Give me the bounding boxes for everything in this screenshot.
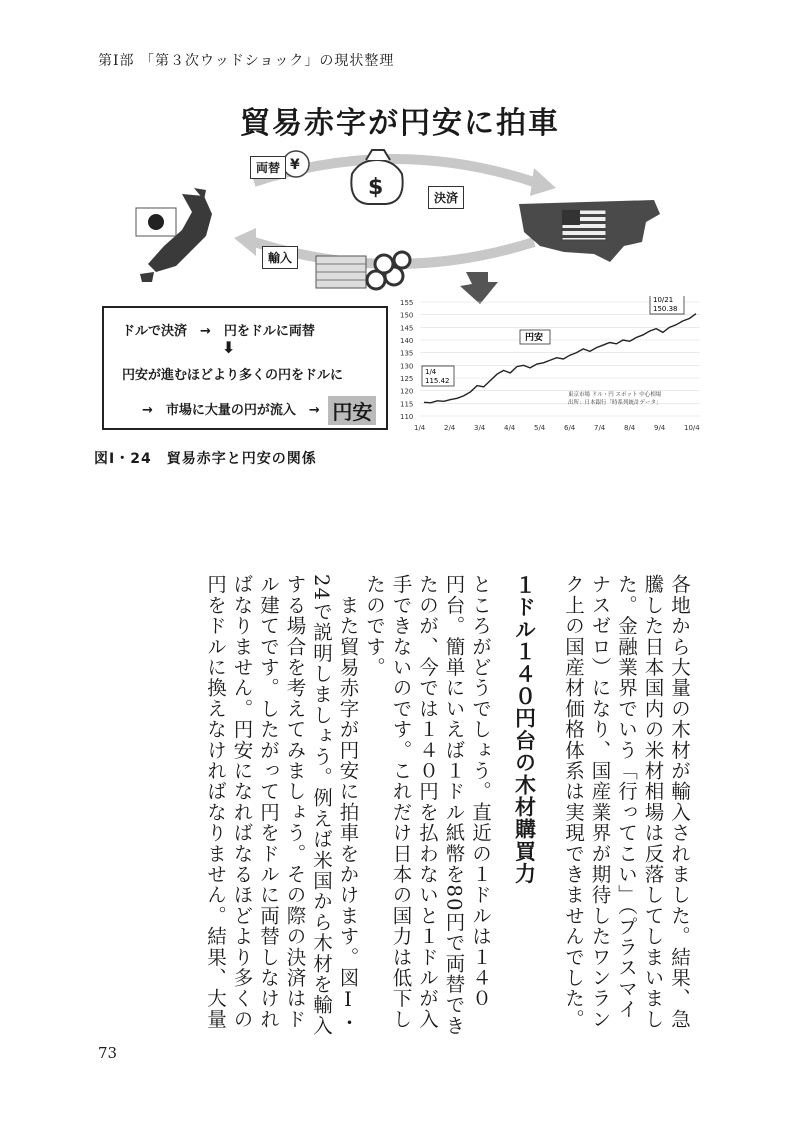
y-tick-label: 140 [400,337,414,345]
svg-text:$: $ [368,175,384,200]
down-arrow-icon: ⬇ [222,338,236,357]
text-column: たのが、今では１４０円を払わないと１ドルが入 [416,574,439,1030]
text-column: 各地から大量の木材が輸入されました。結果、急 [668,574,691,1030]
x-tick-label: 10/4 [684,424,700,432]
y-tick-label: 115 [400,400,414,409]
x-tick-label: 8/4 [624,424,636,432]
text-column: 円をドルに換えなければなりません。結果、大量 [204,574,227,1030]
exchange-label: 両替 [250,156,286,179]
figure [94,96,706,436]
y-tick-label: 155 [400,299,414,307]
source-line-1: 東京市場 ドル・円 スポット 中心相場 [568,392,662,398]
x-tick-label: 2/4 [444,424,456,432]
text-column: た。金融業界でいう「行ってこい」（プラスマイ [615,574,638,1020]
flow-line-3 [142,396,376,425]
yen-chart-svg [400,296,706,436]
import-label: 輸入 [262,246,298,269]
text-column: また貿易赤字が円安に拍車をかけます。図Ⅰ・ [336,574,360,1033]
start-date-label: 1/4 [425,368,437,376]
settlement-label: 決済 [428,186,464,209]
x-tick-label: 7/4 [594,424,606,432]
y-tick-label: 125 [400,375,414,383]
text-column: ク上の国産材価格体系は実現できませんでした。 [562,574,585,1030]
text-column: 手できないのです。これだけ日本の国力は低下し [389,574,413,1030]
y-tick-label: 120 [400,387,414,396]
text-column: ところがどうでしょう。直近の１ドルは１４０ [469,574,492,1009]
x-tick-label: 9/4 [654,424,666,432]
svg-text:¥: ¥ [290,157,300,173]
chart-title: 円安 [525,333,544,343]
yen-chart [400,296,706,436]
y-tick-label: 110 [400,413,414,421]
y-tick-label: 130 [400,362,414,371]
text-column: ナスゼロ）になり、国産業界が期待したワンラン [588,574,612,1030]
source-line-2: 出所：日本銀行「時系列統計データ」 [568,400,662,406]
text-column: たのです。 [363,574,386,678]
x-tick-label: 6/4 [564,424,576,432]
end-date-label: 10/21 [653,296,674,304]
y-tick-label: 135 [400,349,414,358]
text-column: 騰した日本国内の米材相場は反落してしまいまし [641,574,665,1030]
y-tick-label: 150 [400,311,414,320]
text-column: ル建てです。したがって円をドルに両替しなけれ [257,574,280,1030]
text-column: する場合を考えてみましょう。その際の決済はド [283,574,307,1030]
figure-caption: 図Ⅰ・24 貿易赤字と円安の関係 [94,451,317,467]
yen-weak-emphasis: 円安 [328,396,376,425]
yen-bag-icon [283,151,309,177]
flow-line-2: 円安が進むほどより多くの円をドルに [122,368,344,383]
figure-title: 貿易赤字が円安に拍車 [240,106,560,141]
text-column: 24で説明しましょう。例えば米国から木材を輸入 [310,574,333,1036]
x-tick-label: 3/4 [474,424,486,432]
usa-flag-icon [562,210,606,240]
vertical-body-text [202,574,693,1036]
y-tick-label: 145 [400,324,414,333]
page-number: 73 [98,1044,118,1062]
flow-illustration [94,96,706,306]
japan-flag-icon [136,208,176,236]
end-value-label: 150.38 [653,305,678,313]
x-tick-label: 1/4 [414,424,426,432]
running-header: 第Ⅰ部 「第３次ウッドショック」の現状整理 [98,53,395,69]
section-heading: １ドル１４０円台の木材購買力 [512,574,537,885]
x-tick-label: 5/4 [534,424,546,432]
start-value-label: 115.42 [425,377,450,385]
x-tick-label: 4/4 [504,424,516,432]
flow-line-3-text: → 市場に大量の円が流入 → [142,403,320,418]
lumber-icon [316,252,410,289]
flow-line-1: ドルで決済 → 円をドルに両替 [122,324,315,339]
text-column: ばなりません。円安になればなるほどより多くの [230,574,254,1030]
text-column: 円台。簡単にいえば１ドル紙幣を80円で両替でき [442,574,466,1036]
flow-explanation-box [102,306,388,430]
